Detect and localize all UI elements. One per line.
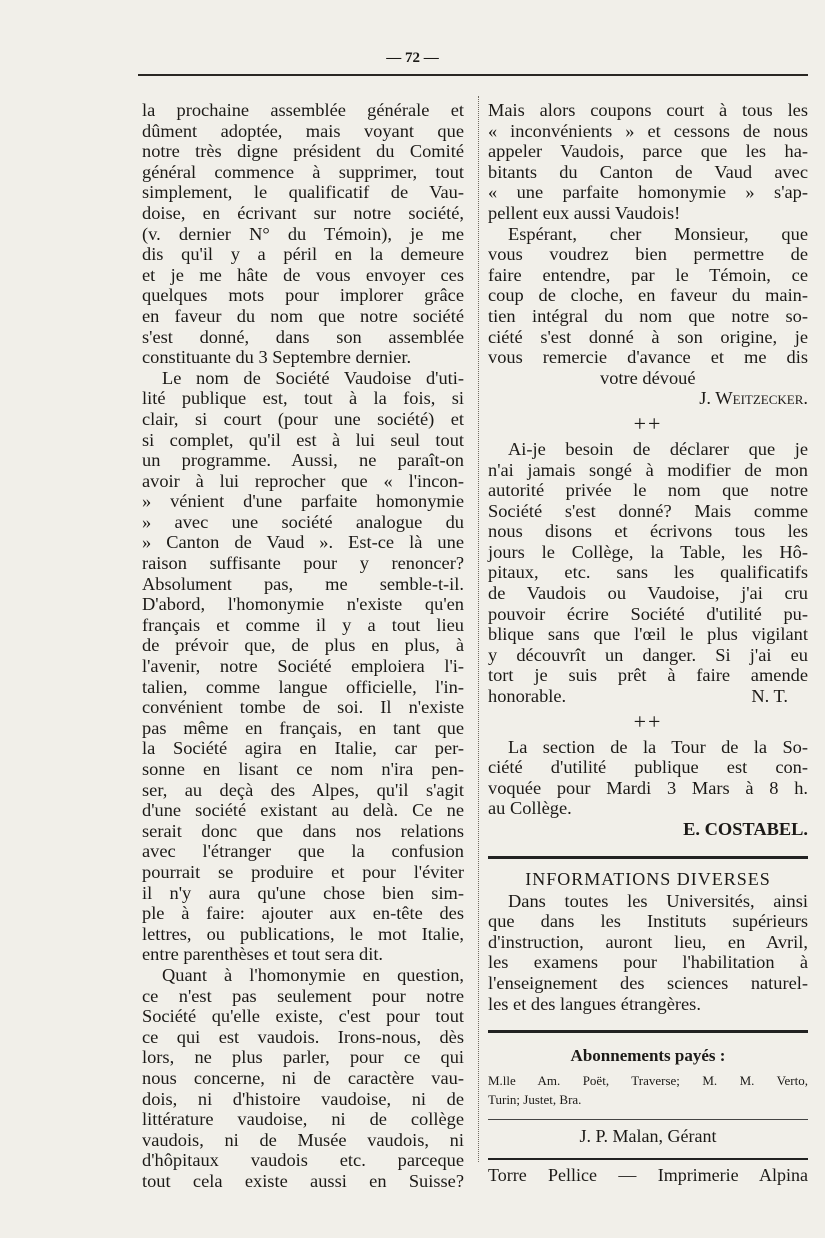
left-line: Absolument pas, me semble-t-il. — [142, 573, 464, 594]
left-line: simplement, le qualificatif de Vau- — [142, 182, 464, 203]
left-line: constituante du 3 Septembre dernier. — [142, 347, 412, 368]
left-line: Quant à l'homonymie en question, — [162, 964, 464, 985]
left-line: lors, ne plus parler, pour ce qui — [142, 1047, 464, 1068]
signature-costabel: E. COSTABEL. — [683, 819, 808, 839]
notice-line: ciété d'utilité publique est con- — [488, 757, 808, 778]
reply-line: autorité privée le nom que notre — [488, 480, 808, 501]
left-line: en faveur du nom que notre société — [142, 305, 464, 326]
left-line: d'hôpitaux vaudois etc. parceque — [142, 1150, 464, 1171]
left-line: la prochaine assemblée générale et — [142, 100, 464, 120]
info-line: les et des langues étrangères. — [488, 993, 701, 1014]
left-line: avoir à lui reprocher que « l'incon- — [142, 470, 464, 491]
left-line: entre parenthèses et tout sera dit. — [142, 944, 384, 965]
left-line: il n'y aura qu'une chose bien sim- — [142, 882, 464, 903]
reply-line: tort je suis prêt à faire amende — [488, 665, 808, 686]
left-line: et je me hâte de vous envoyer ces — [142, 264, 464, 285]
info-line: d'instruction, auront lieu, en Avril, — [488, 931, 808, 952]
subscriptions-line: Turin; Justet, Bra. — [488, 1092, 582, 1108]
right-column — [488, 100, 808, 1188]
letter-line: ciété s'est donné à son origine, je — [488, 326, 808, 347]
left-line: ce n'est pas seulement pour notre — [142, 985, 464, 1006]
separator-cross: ++ — [633, 410, 663, 436]
info-line: les examens pour l'habilitation à — [488, 952, 808, 973]
printer-rule — [488, 1158, 808, 1160]
letter-line: Espérant, cher Monsieur, que — [508, 223, 808, 244]
left-line: tout cela existe aussi en Suisse? — [142, 1170, 464, 1191]
info-line: que dans les Instituts supérieurs — [488, 911, 808, 932]
left-line: ple à faire: ajouter aux en-tête des — [142, 903, 464, 924]
reply-line: y découvrît un danger. Si j'ai eu — [488, 644, 808, 665]
left-line: convénient tombe de soi. Il n'existe — [142, 697, 464, 718]
reply-line: blique sans que l'œil le plus vigilant — [488, 624, 808, 645]
left-line: lité publique est, tout à la fois, si — [142, 388, 464, 409]
reply-line: nous disons et écrivons tous les — [488, 521, 808, 542]
left-line: » Canton de Vaud ». Est-ce là une — [142, 532, 464, 553]
left-line: » avec une société analogue du — [142, 511, 464, 532]
left-line: clair, si court (pour une société) et — [142, 408, 464, 429]
left-line: littérature vaudoise, ni de collège — [142, 1109, 464, 1130]
left-line: serait donc que dans nos relations — [142, 820, 464, 841]
letter-line: coup de cloche, en faveur du main- — [488, 285, 808, 306]
reply-line: pitaux, etc. sans les qualificatifs — [488, 562, 808, 583]
notice-line: au Collège. — [488, 798, 572, 819]
left-line: D'abord, l'homonymie n'existe qu'en — [142, 594, 464, 615]
reply-line: jours le Collège, la Table, les Hô- — [488, 541, 808, 562]
info-line: l'enseignement des sciences naturel- — [488, 972, 808, 993]
printer-line: Torre Pellice — Imprimerie Alpina — [488, 1165, 808, 1186]
column-divider — [478, 96, 479, 1162]
left-line: dois, ni d'histoire vaudoise, ni de — [142, 1088, 464, 1109]
left-line: talien, comme langue officielle, l'in- — [142, 676, 464, 697]
separator-cross: ++ — [633, 708, 663, 734]
left-line: l'avenir, notre Société emploiera l'i- — [142, 656, 464, 677]
left-line: nous concerne, ni de caractère vau- — [142, 1067, 464, 1088]
left-line: lettres, ou publications, le mot Italie, — [142, 923, 464, 944]
subscriptions-heading: Abonnements payés : — [570, 1046, 726, 1066]
signature-nt: N. T. — [751, 686, 788, 707]
left-line: Société qu'elle existe, c'est pour tout — [142, 1006, 464, 1027]
left-line: vaudois, ni de Musée vaudois, ni — [142, 1129, 464, 1150]
left-line: sonne en lisant ce nom n'ira pen- — [142, 759, 464, 779]
left-line: dis qu'il y a péril en la demeure — [142, 244, 464, 265]
section-rule — [488, 856, 808, 859]
letter-line: vous voudrez bien permettre de — [488, 244, 808, 265]
left-line: ser, au deçà des Alpes, qu'il s'agit — [142, 779, 464, 800]
reply-line: Ai-je besoin de déclarer que je — [508, 438, 808, 459]
reply-line: Société s'est donné? Mais comme — [488, 500, 808, 521]
signature-weitzecker: J. Weitzecker. — [699, 388, 808, 409]
left-line: la Société agira en Italie, car per- — [142, 738, 464, 759]
letter-line: Mais alors coupons court à tous les — [488, 100, 808, 120]
reply-line: pouvoir écrire Société d'utilité pu- — [488, 603, 808, 624]
reply-signature-line — [488, 686, 808, 707]
letter-line: vous remercie d'avance et me dis — [488, 347, 808, 368]
notice-line: voquée pour Mardi 3 Mars à 8 h. — [488, 777, 808, 798]
left-line: dûment adoptée, mais voyant que — [142, 120, 464, 141]
left-line: doise, en écrivant sur notre société, — [142, 202, 464, 223]
letter-line: appeler Vaudois, parce que les ha- — [488, 141, 808, 162]
left-line: Le nom de Société Vaudoise d'uti- — [162, 367, 464, 388]
left-line: de prévoir que, de plus en plus, à — [142, 635, 464, 656]
left-line: ce qui est vaudois. Irons-nous, dès — [142, 1026, 464, 1047]
letter-line: faire entendre, par le Témoin, ce — [488, 264, 808, 285]
left-line: d'une société existant au delà. Ce ne — [142, 800, 464, 821]
header-rule — [138, 74, 808, 76]
reply-line: de Vaudois ou Vaudoise, j'ai cru — [488, 583, 808, 604]
letter-line: pellent eux aussi Vaudois! — [488, 202, 681, 223]
left-line: s'est donné, dans son assemblée — [142, 326, 464, 347]
left-column — [142, 100, 464, 1191]
left-line: pourrait se produire et pour l'éviter — [142, 861, 464, 882]
letter-closing: votre dévoué — [600, 367, 696, 388]
left-line: un programme. Aussi, ne paraît-on — [142, 450, 464, 471]
subscriptions-line: M.lle Am. Poët, Traverse; M. M. Verto, — [488, 1073, 808, 1089]
notice-line: La section de la Tour de la So- — [508, 736, 808, 757]
left-line: raison suffisante pour y renoncer? — [142, 553, 464, 574]
letter-line: tien intégral du nom que notre so- — [488, 305, 808, 326]
info-line: Dans toutes les Universités, ainsi — [508, 890, 808, 911]
letter-line: « inconvénients » et cessons de nous — [488, 120, 808, 141]
reply-line: n'ai jamais songé à modifier de mon — [488, 459, 808, 480]
gerant-line: J. P. Malan, Gérant — [579, 1126, 717, 1147]
section-rule — [488, 1030, 808, 1033]
left-line: général commence à supprimer, tout — [142, 161, 464, 182]
gerant-rule — [488, 1119, 808, 1120]
info-heading: INFORMATIONS DIVERSES — [525, 868, 771, 889]
left-line: avec l'étranger que la confusion — [142, 841, 464, 862]
letter-line: « une parfaite homonymie » s'ap- — [488, 182, 808, 203]
left-line: notre très digne président du Comité — [142, 141, 464, 162]
left-line: quelques mots pour implorer grâce — [142, 285, 464, 306]
left-line: si complet, qu'il est à lui seul tout — [142, 429, 464, 450]
left-line: pas même en français, en tant que — [142, 717, 464, 738]
left-line: » vénient d'une parfaite homonymie — [142, 491, 464, 512]
left-line: (v. dernier N° du Témoin), je me — [142, 223, 464, 244]
letter-line: bitants du Canton de Vaud avec — [488, 161, 808, 182]
left-line: français et comme il y a tout lieu — [142, 614, 464, 635]
reply-last-line: honorable. — [488, 686, 567, 707]
page-number: — 72 — — [386, 50, 439, 66]
